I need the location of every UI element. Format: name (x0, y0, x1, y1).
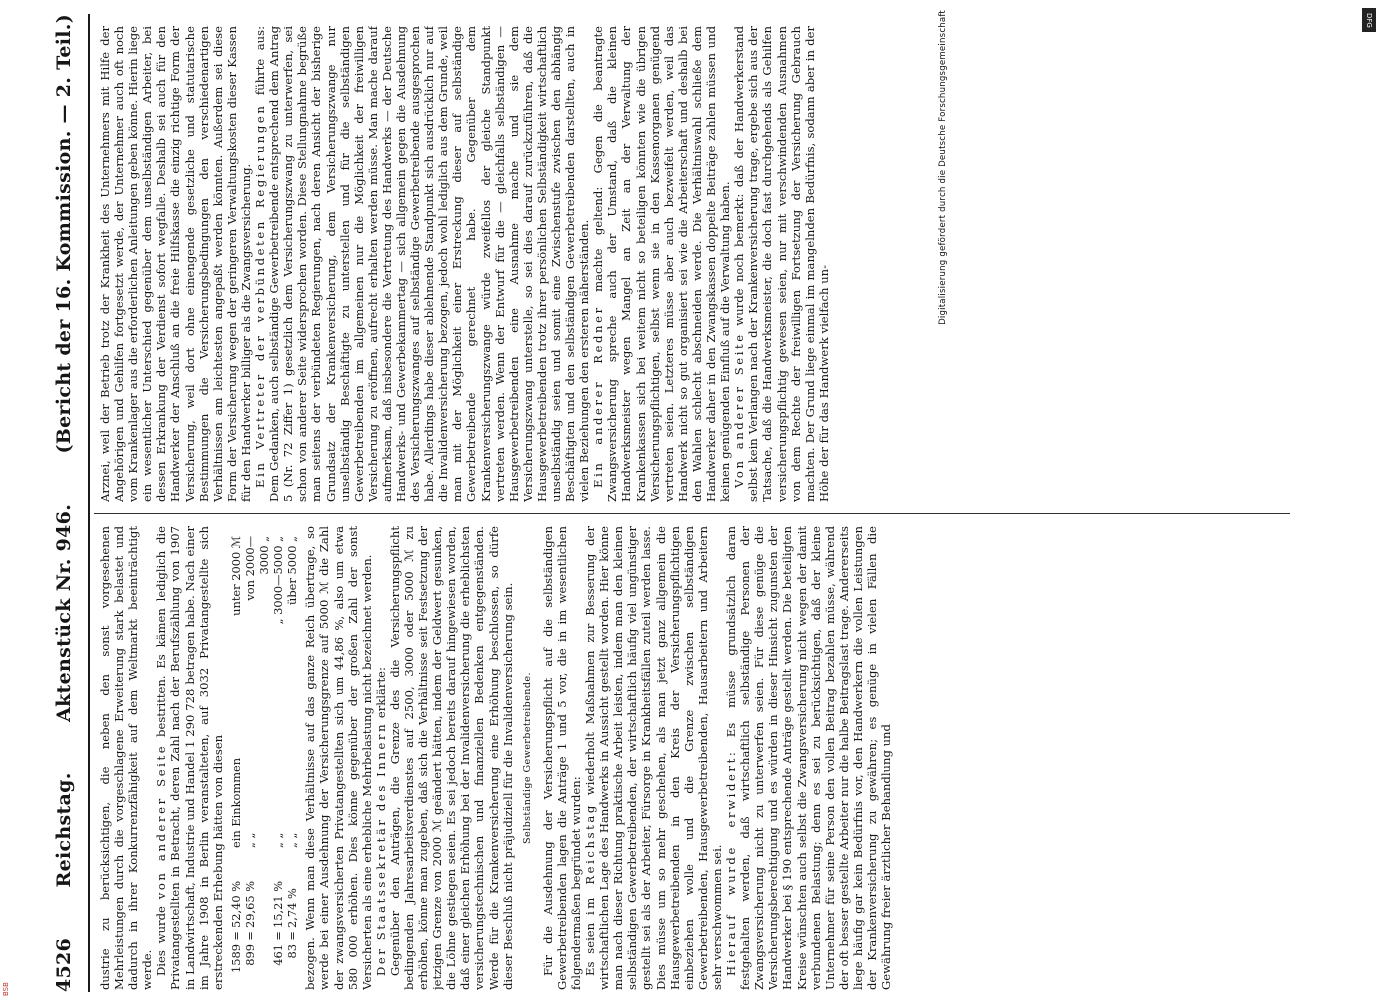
paragraph: Für die Ausdehnung der Versicherungspflicht auf die selbständigen Gewerbetreibenden lagen die Anträge 1 und 5 vor, die in im wesentlichen folgendermaßen begründet wurden: (540, 526, 583, 990)
digitization-credit: Digitalisierung gefördert durch die Deutsche Forschungsgemeinschaft (938, 10, 948, 325)
paragraph: dustrie zu berücksichtigen, die neben den sonst vorgesehenen Mehrleistungen durch die vorgeschlagene Erweiterung stark belastet und dadurch in ihrer Konkurrenzfähigkeit auf dem Weltmarkt beeinträchtigt werde. (98, 526, 155, 990)
rotated-document-page (8, 0, 1348, 1000)
header-rule (88, 14, 90, 992)
column-separator (94, 513, 1290, 514)
table-row: 1589 = 52,40 % ein Einkommen unter 2000 ℳ (228, 536, 243, 973)
library-stamp: BSB (2, 982, 10, 996)
page-header (44, 14, 84, 992)
paragraph: Gegenüber den Anträgen, die Grenze des die Versicherungspflicht bedingenden Jahresarbeitsverdienstes auf 2500, 3000 oder 5000 ℳ zu erhöhen, könne man zugeben, daß sich die Verhältnisse seit Festsetzung der jetzigen Grenze von 2000 ℳ geändert hätten, indem der Geldwert gesunken, die Löhne gestiegen seien. Es sei jedoch bereits darauf hingewiesen worden, daß einer gleichen Erhöhung bei der Invalidenversicherung die erheblichsten versicherungstechnischen und finanziellen Bedenken entgegenständen. Werde für die Krankenversicherung eine Erhöhung beschlossen, so dürfe dieser Beschluß nicht präjudiziell für die Invalidenversicherung sein. (387, 526, 515, 990)
paragraph: Der Staatssekretär des Innern erklärte: (373, 667, 388, 976)
paragraph: Ein Vertreter der verbündeten Regierungen führte aus: Dem Gedanken, auch selbständige Gewerbetreibende entsprechend dem Antrag 5 (Nr. 72 Ziffer 1) gesetzlich dem Versicherungszwang zu unterwerfen, sei schon von anderer Seite widersprochen worden. Diese Stellungnahme begrüße man seitens der verbündeten Regierungen, nach deren Ansicht der bisherige Grundsatz der Krankenversicherung, dem Versicherungszwange nur unselbständig Beschäftigte zu unterstellen und für die selbständigen Gewerbetreibenden im allgemeinen nur die Möglichkeit der freiwilligen Versicherung zu eröffnen, aufrecht erhalten werden müsse. Man mache darauf aufmerksam, daß insbesondere die Vertretung des Handwerks — der Deutsche Handwerks- und Gewerbekammertag — sich allgemein gegen die Ausdehnung des Versicherungszwanges auf selbständige Gewerbetreibende ausgesprochen habe. Allerdings habe dieser ablehnende Standpunkt sich ausdrücklich nur auf die Invalidenversicherung bezogen, jedoch wohl lediglich aus dem Grunde, weil man mit der Möglichkeit einer Erstreckung dieser auf selbständige Gewerbetreibende gerechnet habe. Gegenüber dem Krankenversicherungszwange würde zweifellos der gleiche Standpunkt vertreten werden. Wenn der Entwurf für die — gleichfalls selbständigen — Hausgewerbetreibenden eine Ausnahme mache und sie dem Versicherungszwang unterstelle, so sei dies darauf zurückzuführen, daß die Hausgewerbetreibenden trotz ihrer persönlichen Selbständigkeit wirtschaftlich unselbständig seien und somit eine Zwischenstufe zwischen den abhängig Beschäftigten und den selbständigen Gewerbetreibenden darstellten, auch in vielen Beziehungen den ersteren näherständen. (253, 26, 592, 502)
paragraph: Arznei, weil der Betrieb trotz der Krankheit des Unternehmers mit Hilfe der Angehörigen und Gehilfen fortgesetzt werde, der Unternehmer auch oft noch vom Krankenlager aus die erforderlichen Anleitungen geben könne. Hierin liege ein wesentlicher Unterschied gegenüber dem unselbständigen Arbeiter, bei dessen Erkrankung der Verdienst sofort wegfalle. Deshalb sei auch für den Handwerker der Anschluß an die freie Hilfskasse die einzig richtige Form der Versicherung, weil dort ohne einengende gesetzliche und statutarische Bestimmungen die Versicherungsbedingungen den verschiedenartigen Verhältnissen am leichtesten angepaßt werden könnten. Außerdem sei diese Form der Versicherung wegen der geringeren Verwaltungskosten dieser Kassen für den Handwerker billiger als die Zwangsversicherung. (98, 26, 253, 502)
table-row: 899 = 29,65 % „ „ von 2000—3000 „ (242, 536, 272, 966)
section-subheading: Selbständige Gewerbetreibende. (521, 672, 533, 844)
right-column (98, 26, 1290, 502)
paragraph: Hierauf wurde erwidert: Es müsse grundsätzlich daran festgehalten werden, daß wirtschaftlich selbständige Personen der Zwangsversicherung nicht zu unterwerfen seien. Für diese genüge die Versicherungsberechtigung und es würden in dieser Hinsicht zugunsten der Handwerker bei § 190 entsprechende Anträge gestellt werden. Die beteiligten Kreise wünschten auch selbst die Zwangsversicherung nicht wegen der damit verbundenen Belastung; denn es sei zu berücksichtigen, daß der kleine Unternehmer für seine Person den vollen Beitrag bezahlen müsse, während der oft besser gestellte Arbeiter nur die halbe Beitragslast trage. Andererseits liege häufig gar kein Bedürfnis vor, den Handwerkern die vollen Leistungen der Krankenversicherung zu gewähren; es genüge in vielen Fällen die Gewährung freier ärztlicher Behandlung und (724, 526, 894, 990)
paragraph: bezogen. Wenn man diese Verhältnisse auf das ganze Reich übertrage, so werde bei einer Ausdehnung der Versicherungsgrenze auf 5000 ℳ die Zahl der zwangsversicherten Privatangestellten sich um 44,86 %, also um etwa 580 000 erhöhen. Dies könne gegenüber der großen Zahl der sonst Versicherten als eine erhebliche Mehrbelastung nicht bezeichnet werden. (303, 526, 374, 990)
header-left-label: Reichstag. (53, 772, 75, 888)
left-column (98, 526, 1290, 990)
dfg-logo: DFG (1362, 8, 1376, 32)
income-table (229, 526, 299, 990)
page-number: 4526 (53, 937, 75, 992)
paragraph: Von anderer Seite wurde noch bemerkt: daß der Handwerkerstand selbst kein Verlangen nach der Krankenversicherung trage, ergebe sich aus der Tatsache, daß die Handwerksmeister, die doch fast durchgehends als Gehilfen versicherungspflichtig gewesen seien, nur mit verschwindenden Ausnahmen von dem Rechte der freiwilligen Fortsetzung der Versicherung Gebrauch machten. Der Grund liege einmal im mangelnden Bedürfnis, sodann aber in der Höhe der für das Handwerk vielfach un- (732, 26, 831, 502)
table-row: 461 = 15,21 % „ „ „ 3000—5000 „ (271, 536, 286, 966)
table-row: 83 = 2,74 % „ „ über 5000 „ (285, 536, 300, 959)
paragraph: Dies wurde von anderer Seite bestritten. Es kämen lediglich die Privatangestellten in Betracht, deren Zahl nach der Berufszählung von 1907 in Landwirtschaft, Industrie und Handel 1 290 728 betragen habe. Nach einer im Jahre 1908 in Berlin veranstalteten, auf 3032 Privatangestellte sich erstreckenden Erhebung hätten von diesen (154, 526, 225, 990)
header-center-label: Aktenstück Nr. 946. (53, 503, 75, 722)
header-right-label: (Bericht der 16. Kommission. — 2. Teil.) (53, 14, 75, 454)
paragraph: Es seien im Reichstag wiederholt Maßnahmen zur Besserung der wirtschaftlichen Lage des Handwerks in Aussicht gestellt worden. Hier könne man nach dieser Richtung praktische Arbeit leisten, indem man den kleinen selbständigen Gewerbetreibenden, der wirtschaftlich häufig viel ungünstiger gestellt sei als der Arbeiter, Fürsorge in Krankheitsfällen zuteil werden lasse. Dies müsse um so mehr geschehen, als man jetzt ganz allgemein die Hausgewerbetreibenden in den Kreis der Versicherungspflichtigen einbeziehen wolle und die Grenze zwischen selbständigen Gewerbetreibenden, Hausgewerbetreibenden, Hausarbeitern und Arbeitern sehr verschwommen sei. (583, 526, 724, 990)
paragraph: Ein anderer Redner machte geltend: Gegen die beantragte Zwangsversicherung spreche auch der Umstand, daß die kleinen Handwerksmeister wegen Mangel an Zeit an der Verwaltung der Krankenkassen sich bei weitem nicht so beteiligen könnten wie die übrigen Versicherungspflichtigen, selbst wenn sie in den Kassenorganen genügend vertreten seien. Letzteres müsse aber auch bezweifelt werden, weil das Handwerk nicht so gut organisiert sei wie die Arbeiterschaft und deshalb bei den Wahlen schlecht abschneiden werde. Die Verhältniswahl schließe dem Handwerker daher in den Zwangskassen doppelte Beiträge zahlen müssen und keinen genügenden Einfluß auf die Verwaltung haben. (591, 26, 733, 502)
